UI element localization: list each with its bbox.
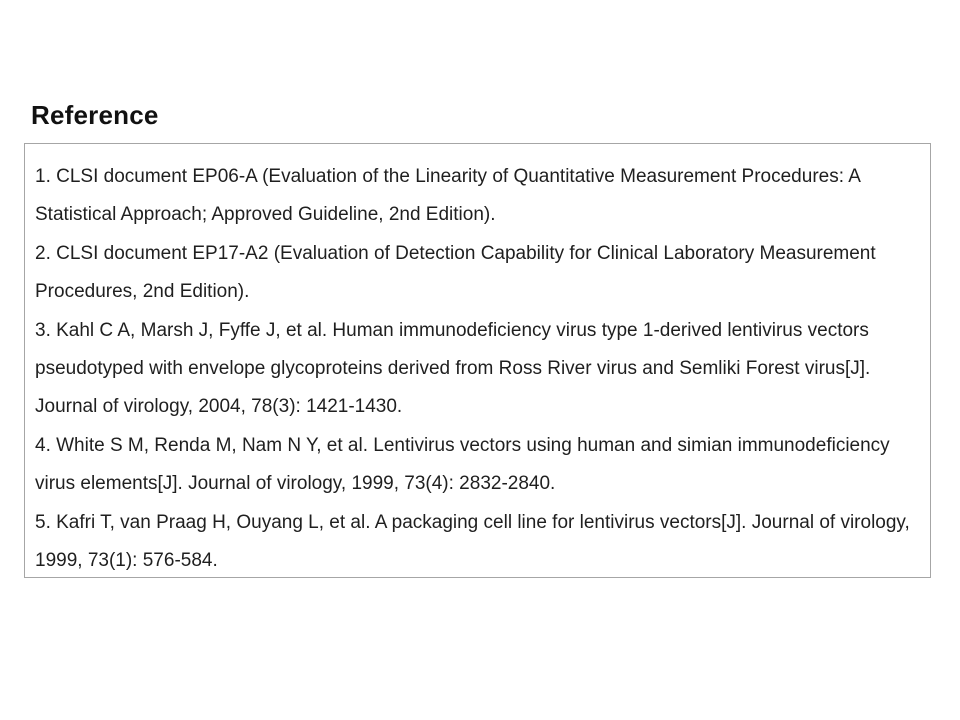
reference-item-3: 3. Kahl C A, Marsh J, Fyffe J, et al. Human immunodeficiency virus type 1-derived lentivirus vectors pseudotyped with envelope glycoproteins derived from Ross River virus and Semliki Forest virus[J]. Journal of virology, 2004, 78(3): 1421-1430. — [35, 319, 871, 418]
reference-box — [24, 143, 931, 578]
reference-item-5: 5. Kafri T, van Praag H, Ouyang L, et al. A packaging cell line for lentivirus vectors[J]. Journal of virology, 1999, 73(1): 576-584. — [35, 511, 910, 572]
page-title: Reference — [31, 100, 159, 130]
reference-list — [35, 158, 920, 580]
reference-item-1: 1. CLSI document EP06-A (Evaluation of the Linearity of Quantitative Measurement Procedures: A Statistical Approach; Approved Guideline, 2nd Edition). — [35, 166, 860, 226]
reference-item-4: 4. White S M, Renda M, Nam N Y, et al. Lentivirus vectors using human and simian immunodeficiency virus elements[J]. Journal of virology, 1999, 73(4): 2832-2840. — [35, 434, 890, 495]
reference-item-2: 2. CLSI document EP17-A2 (Evaluation of Detection Capability for Clinical Laboratory Measurement Procedures, 2nd Edition). — [35, 242, 876, 303]
